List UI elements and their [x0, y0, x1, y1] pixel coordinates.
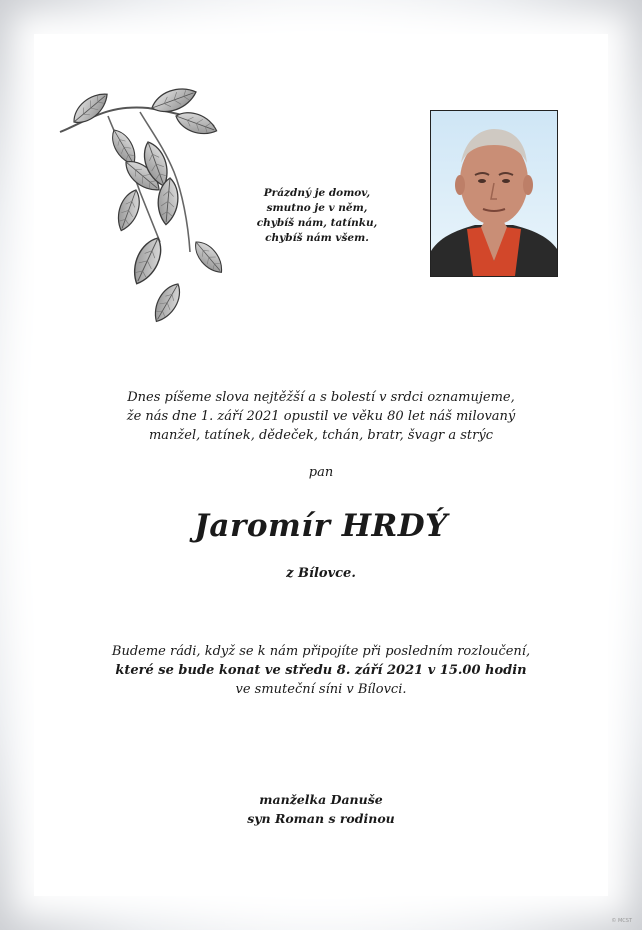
origin-text: z Bílovce.	[286, 566, 356, 581]
signatures	[60, 790, 582, 828]
deceased-name: Jaromír HRDÝ	[194, 508, 448, 544]
verse-line: smutno je v něm,	[266, 202, 368, 214]
signature-line: syn Roman s rodinou	[247, 811, 395, 826]
invitation-line: Budeme rádi, když se k nám připojíte při posledním rozloučení,	[111, 644, 531, 659]
announcement-line: že nás dne 1. září 2021 opustil ve věku 80 let náš milovaný	[126, 409, 516, 424]
leaf-branch-icon	[56, 82, 236, 332]
portrait-photo	[430, 110, 558, 277]
funeral-invitation	[60, 642, 582, 699]
memorial-verse	[246, 186, 388, 246]
announcement-line: Dnes píšeme slova nejtěžší a s bolestí v srdci oznamujeme,	[127, 390, 515, 405]
verse-line: Prázdný je domov,	[263, 187, 371, 199]
title-pan: pan	[308, 465, 334, 480]
announcement-line: manžel, tatínek, dědeček, tchán, bratr, švagr a strýc	[148, 428, 493, 443]
verse-line: chybíš nám, tatínku,	[256, 217, 378, 229]
announcement-text	[60, 388, 582, 445]
funeral-date-line: které se bude konat ve středu 8. září 2021 v 15.00 hodin	[115, 663, 527, 678]
signature-line: manželka Danuše	[259, 792, 383, 807]
watermark: © MCST	[611, 918, 632, 924]
verse-line: chybíš nám všem.	[265, 232, 369, 244]
funeral-location-line: ve smuteční síni v Bílovci.	[235, 682, 407, 697]
